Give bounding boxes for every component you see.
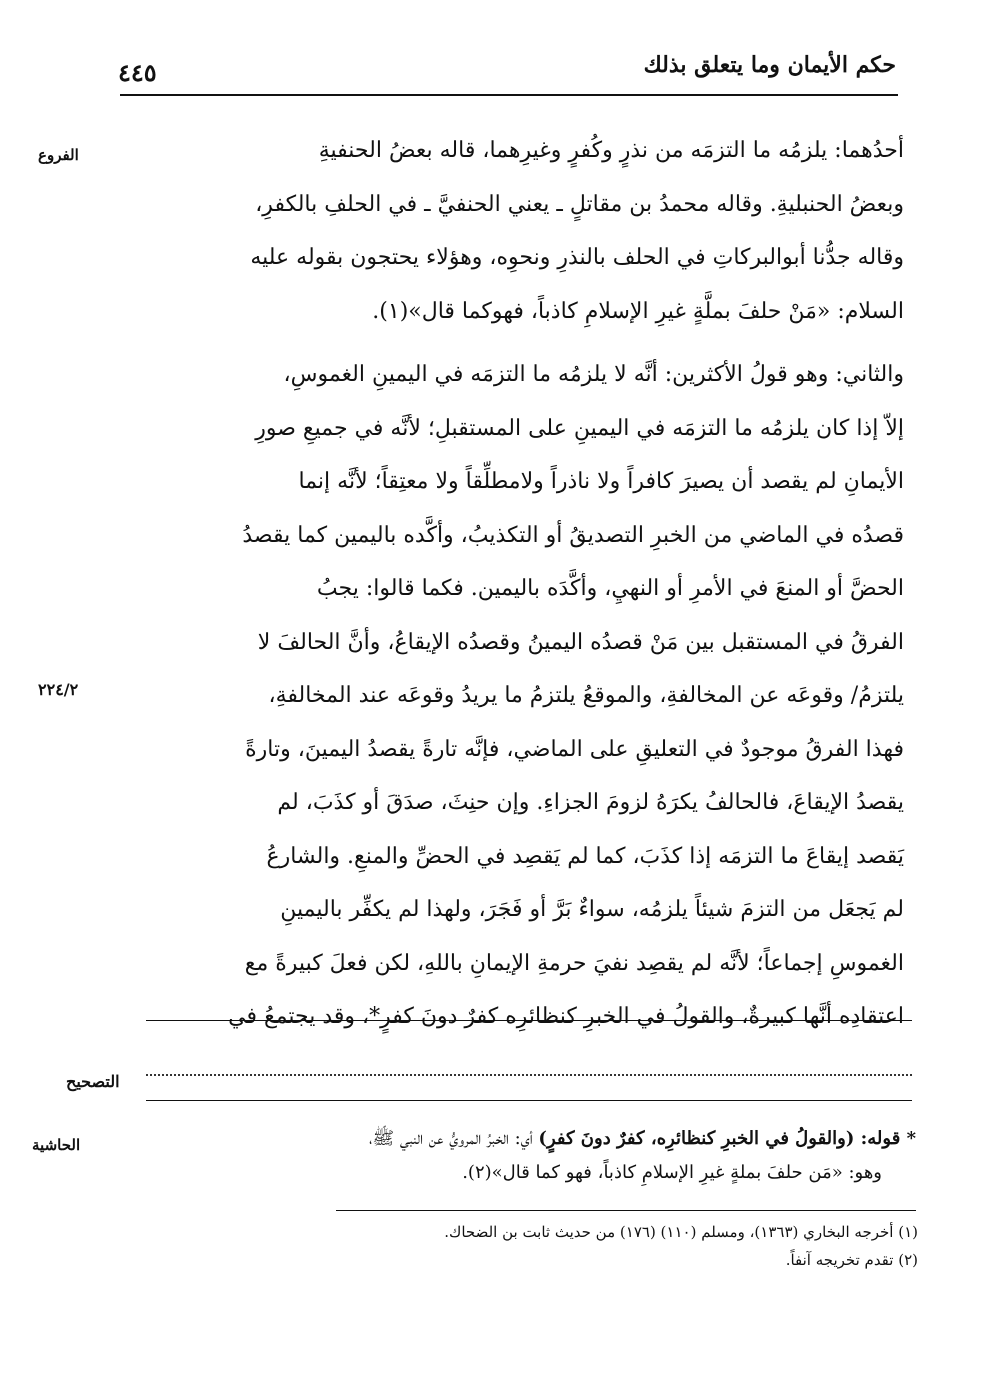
margin-note-tashih: التصحيح	[66, 1072, 120, 1091]
hashiya-text	[146, 1122, 916, 1190]
footnotes	[330, 1218, 918, 1274]
text-line: يقصدُ الإيقاعَ، فالحالفُ يكرَهُ لزومَ الجزاءِ. وإن حنِثَ، صدَقَ أو كذَبَ، لم	[277, 790, 904, 815]
correction-bottom-rule	[146, 1100, 912, 1101]
text-line: والثاني: وهو قولُ الأكثرين: أنَّه لا يلزمُه ما التزمَه في اليمينِ الغموسِ،	[283, 362, 904, 387]
text-line: إلاّ إذا كان يلزمُه ما التزمَه في اليمينِ على المستقبلِ؛ لأنَّه في جميعِ صورِ	[255, 415, 904, 441]
text-line: قصدُه في الماضي من الخبرِ التصديقُ أو التكذيبُ، وأكَّده باليمين كما يقصدُ	[242, 522, 904, 548]
hashiya-quote: * قوله: (والقولُ في الخبرِ كنظائرِه، كفرٌ دونَ كفرٍ)	[538, 1128, 916, 1149]
text-line: الحضَّ أو المنعَ في الأمرِ أو النهيِ، وأكَّدَه باليمين. فكما قالوا: يجبُ	[316, 576, 904, 601]
running-header-title: حكم الأيمان وما يتعلق بذلك	[643, 52, 896, 78]
margin-note-volume-page: ٢٢٤/٢	[38, 680, 79, 699]
correction-top-rule	[146, 1020, 912, 1021]
margin-note-hashiya: الحاشية	[32, 1136, 81, 1154]
main-text	[128, 124, 904, 1044]
text-line: السلام: «مَنْ حلفَ بملَّةٍ غيرِ الإسلامِ كاذباً، فهوكما قال»(١).	[372, 298, 904, 324]
footnote: (٢) تقدم تخريجه آنفاً.	[785, 1251, 918, 1269]
footnote: (١) أخرجه البخاري (١٣٦٣)، ومسلم (١١٠) (١٧٦) من حديث ثابت بن الضحاك.	[444, 1223, 918, 1241]
text-line: فهذا الفرقُ موجودٌ في التعليقِ على الماضي، فإنَّه تارةً يقصدُ اليمينَ، وتارةً	[245, 736, 904, 762]
text-line: لم يَجعَل من التزمَ شيئاً يلزمُه، سواءٌ بَرَّ أو فَجَرَ، ولهذا لم يكفِّر باليمينِ	[280, 897, 904, 922]
page-number: ٤٤٥	[118, 58, 157, 87]
correction-dotted-line	[146, 1074, 912, 1076]
text-line: يلتزمُ/ وقوعَه عن المخالفةِ، والموقعُ يلتزمُ ما يريدُ وقوعَه عند المخالفةِ،	[268, 683, 904, 708]
text-line: الفرقُ في المستقبل بين مَنْ قصدُه اليمينُ وقصدُه الإيقاعُ، وأنَّ الحالفَ لا	[257, 629, 904, 655]
text-line: اعتقادِه أنَّها كبيرةٌ، والقولُ في الخبرِ كنظائرِه كفرٌ دونَ كفرٍ*، وقد يجتمعُ في	[228, 1004, 904, 1029]
text-line: الأيمانِ لم يقصد أن يصيرَ كافراً ولا ناذراً ولامطلِّقاً ولا معتِقاً؛ لأنَّه إنما	[298, 469, 904, 494]
text-line: أحدُهما: يلزمُه ما التزمَه من نذرٍ وكُفرٍ وغيرِهما، قاله بعضُ الحنفيةِ	[318, 138, 904, 163]
text-line: وبعضُ الحنبليةِ. وقاله محمدُ بن مقاتلٍ ـ يعني الحنفيَّ ـ في الحلفِ بالكفرِ،	[255, 191, 904, 217]
footnote-rule	[336, 1210, 916, 1211]
text-line: وقاله جدُّنا أبوالبركاتِ في الحلف بالنذرِ ونحوِه، وهؤلاء يحتجون بقوله عليه	[250, 245, 904, 270]
margin-note-furu: الفروع	[38, 146, 79, 164]
text-line: يَقصد إيقاعَ ما التزمَه إذا كذَبَ، كما لم يَقصِد في الحضِّ والمنعِ. والشارعُ	[266, 843, 904, 869]
text-line: الغموسِ إجماعاً؛ لأنَّه لم يقصِد نفيَ حرمةِ الإيمانِ باللهِ، لكن فعلَ كبيرةً مع	[244, 950, 904, 976]
hashiya-line: وهو: «مَن حلفَ بملةٍ غيرِ الإسلامِ كاذباً، فهو كما قال»(٢).	[462, 1162, 882, 1183]
header-rule	[120, 94, 898, 96]
hashiya-explanation: أي: الخبرُ المرويُّ عن النبي ﷺ،	[368, 1128, 539, 1149]
hashiya-line	[146, 1122, 916, 1156]
